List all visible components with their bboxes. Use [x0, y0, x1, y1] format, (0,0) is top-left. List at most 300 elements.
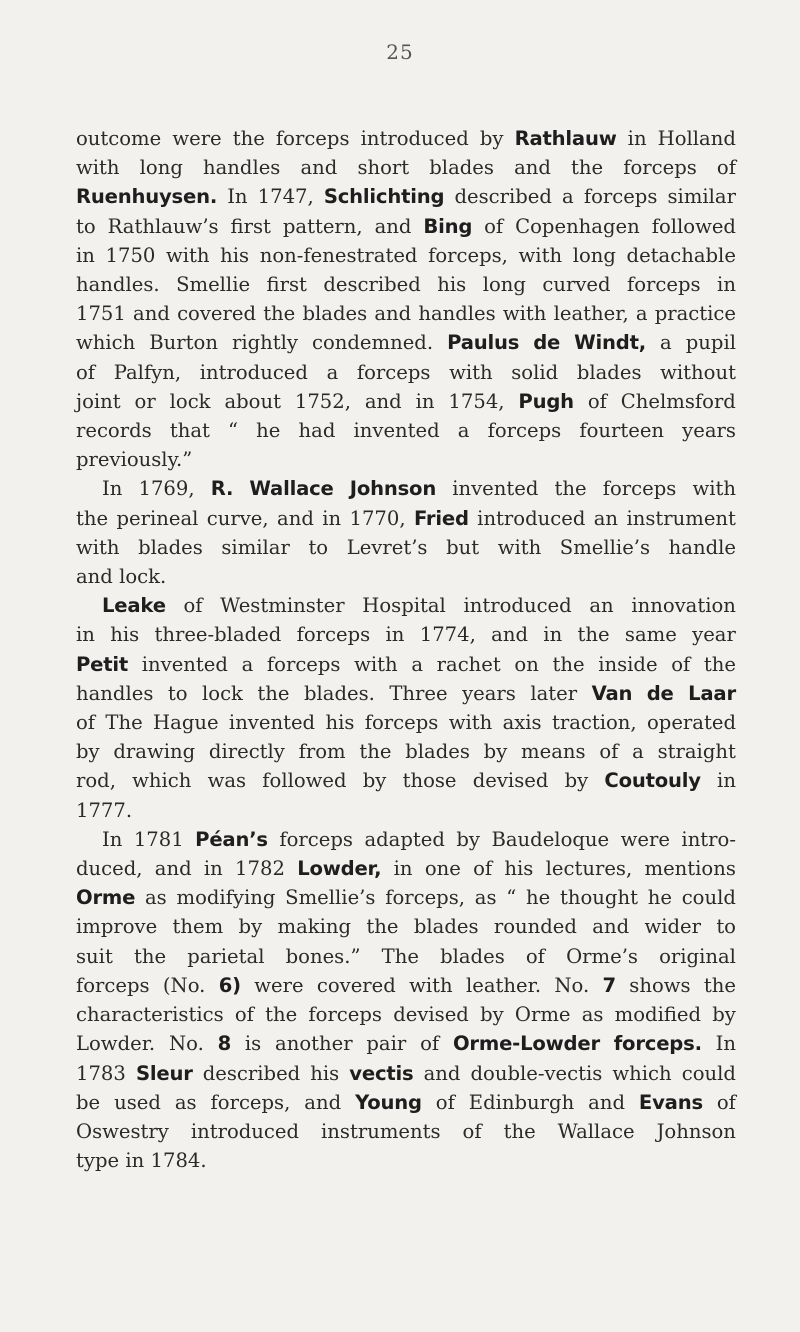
word: non-fenestrated [259, 243, 418, 267]
name-word: vectis [349, 1061, 414, 1085]
word: Rathlauw’s [107, 214, 219, 238]
word: Oswestry [76, 1119, 169, 1143]
name-word: Schlichting [323, 185, 445, 209]
word: by [480, 1003, 504, 1027]
word: wider [644, 915, 701, 939]
word: of [484, 214, 504, 238]
word: forceps [364, 711, 439, 735]
word: and [423, 1061, 461, 1085]
word: his [325, 711, 355, 735]
text-line [76, 562, 736, 591]
word: “ [506, 886, 517, 910]
name-word: Orme-Lowder [452, 1032, 600, 1056]
word: forceps [627, 273, 701, 297]
text-line [76, 708, 736, 737]
word: In [227, 185, 248, 209]
word: Smellie [176, 273, 251, 297]
name-word: R. [210, 477, 234, 501]
word: the [359, 740, 392, 764]
word: handles [202, 156, 281, 180]
name-word: Fried [413, 506, 469, 530]
word: introduced [477, 506, 586, 530]
word: and [374, 214, 412, 238]
word: the [265, 1003, 298, 1027]
word: the [232, 127, 265, 150]
name-word: Sleur [135, 1061, 193, 1085]
word: leather, [553, 302, 629, 326]
word: be [76, 1090, 101, 1114]
word: No. [168, 1032, 204, 1056]
word: 1774, [419, 623, 476, 647]
word: Smellie’s [559, 535, 651, 559]
name-word: Evans [638, 1090, 703, 1114]
page-number: 25 [386, 40, 414, 64]
word: with [76, 535, 120, 559]
word: is [244, 1032, 262, 1056]
word: same [624, 623, 677, 647]
text-line [76, 1059, 736, 1088]
word: similar [667, 185, 736, 209]
word: and [304, 1090, 342, 1114]
word: blades. [303, 681, 375, 705]
name-word: de [646, 681, 674, 705]
text-line [76, 387, 736, 416]
word: invented [141, 652, 228, 676]
word: and [76, 565, 113, 589]
word: of [525, 944, 545, 968]
name-word: Leake [102, 594, 166, 618]
word: Orme [514, 1003, 571, 1027]
name-word: Pugh [518, 389, 574, 413]
name-word: Van [591, 681, 633, 705]
word: followed [262, 769, 347, 793]
word: and [154, 857, 192, 881]
text-line [76, 182, 736, 211]
name-word: Lowder, [297, 857, 382, 881]
text-line [76, 474, 736, 503]
word: The [105, 711, 143, 735]
word: his [220, 243, 250, 267]
word: to [308, 535, 329, 559]
word: used [114, 1090, 161, 1114]
word: with [166, 243, 210, 267]
word: about [224, 389, 281, 413]
word: by [483, 740, 508, 764]
word: by [456, 827, 480, 851]
word: previously.” [76, 448, 193, 472]
word: forceps [308, 1003, 382, 1027]
text-line [76, 883, 736, 912]
word: shows [629, 973, 691, 997]
word: as [174, 1090, 197, 1114]
name-word: Paulus [447, 331, 520, 355]
word: straight [657, 740, 736, 764]
text-line [76, 796, 736, 825]
word: an [589, 594, 614, 618]
word: devised [393, 1003, 469, 1027]
word: could [681, 886, 736, 910]
text-line [76, 591, 736, 620]
word: 1750 [105, 243, 156, 267]
word: he [256, 419, 281, 443]
word: handles. [76, 273, 160, 297]
text-line [76, 825, 736, 854]
word: 1782 [235, 857, 285, 881]
word: inside [598, 652, 658, 676]
word: the [133, 944, 167, 968]
word: in [543, 623, 563, 647]
word: and [300, 156, 338, 180]
word: In [102, 827, 123, 851]
word: devised [472, 769, 549, 793]
text-line [76, 1088, 736, 1117]
word: Smellie’s [285, 886, 376, 910]
word: joint [76, 389, 121, 413]
word: of [462, 1119, 482, 1143]
text-line [76, 328, 736, 357]
word: handles [76, 681, 154, 705]
word: and [277, 506, 314, 530]
word: blades [302, 302, 368, 326]
word: with [518, 243, 563, 267]
word: with [409, 973, 453, 997]
word: with [502, 302, 547, 326]
word: the [76, 506, 109, 530]
word: introduced [199, 360, 308, 384]
word: Levret’s [346, 535, 428, 559]
word: long [482, 273, 526, 297]
word: year [692, 623, 736, 647]
word: he [526, 886, 551, 910]
word: original [659, 944, 736, 968]
word: (No. [162, 973, 206, 997]
word: with [449, 360, 493, 384]
word: covered [316, 973, 396, 997]
word: of [716, 156, 736, 180]
word: improve [76, 915, 158, 939]
word: modifying [176, 886, 276, 910]
word: In [102, 477, 123, 501]
word: short [357, 156, 410, 180]
word: with [76, 156, 120, 180]
text-line [76, 1146, 736, 1175]
word: introduced [190, 1119, 300, 1143]
word: his [110, 623, 140, 647]
word: forceps [623, 156, 697, 180]
text-line [76, 971, 736, 1000]
word: as [144, 886, 167, 910]
word: three-bladed [154, 623, 282, 647]
word: in [393, 857, 413, 881]
word: mentions [644, 857, 736, 881]
word: forceps [583, 185, 658, 209]
word: covered [177, 302, 257, 326]
word: introduced [360, 127, 469, 150]
word: the [366, 915, 399, 939]
word: parietal [187, 944, 265, 968]
word: of [183, 594, 203, 618]
word: with [692, 477, 736, 501]
word: Chelmsford [620, 389, 736, 413]
word: of [473, 857, 493, 881]
word: perineal [116, 506, 199, 530]
word: Copenhagen [515, 214, 640, 238]
text-line [76, 737, 736, 766]
word: forceps [266, 652, 341, 676]
word: adapted [364, 827, 445, 851]
word: 1783 [76, 1061, 126, 1085]
word: described [323, 273, 421, 297]
word: a [635, 302, 648, 326]
word: described [202, 1061, 301, 1085]
word: to [167, 681, 188, 705]
word: and [588, 1090, 625, 1114]
word: a [411, 652, 423, 676]
word: invented [228, 711, 316, 735]
word: introduced [463, 594, 572, 618]
word: in [385, 623, 405, 647]
word: as [581, 1003, 604, 1027]
word: or [134, 389, 156, 413]
word: Orme’s [566, 944, 638, 968]
word: first [230, 214, 271, 238]
word: and [514, 156, 551, 180]
text-line [76, 241, 736, 270]
word: Palfyn, [113, 360, 182, 384]
word: of [76, 711, 96, 735]
word: was [207, 769, 247, 793]
text-line [76, 358, 736, 387]
word: by [564, 769, 589, 793]
text-line [76, 270, 736, 299]
name-word: Windt, [574, 331, 647, 355]
word: Johnson [656, 1119, 736, 1143]
word: 1781 [133, 827, 184, 851]
word: rightly [231, 331, 298, 355]
word: Hague [153, 711, 219, 735]
word: in [717, 769, 736, 793]
name-word: de [533, 331, 561, 355]
word: blades [440, 944, 505, 968]
word: had [298, 419, 336, 443]
word: 1747, [257, 185, 314, 209]
text-line [76, 854, 736, 883]
word: an [593, 506, 619, 530]
name-word: 8 [217, 1032, 232, 1056]
word: a [562, 185, 574, 209]
word: pattern, [282, 214, 363, 238]
word: one [424, 857, 461, 881]
word: of [234, 1003, 254, 1027]
word: without [660, 360, 736, 384]
word: 1784. [150, 1149, 207, 1173]
word: directly [208, 740, 285, 764]
word: in [76, 623, 95, 647]
word: practice [654, 302, 736, 326]
word: the [552, 652, 585, 676]
word: 1751 [76, 302, 126, 326]
word: those [402, 769, 457, 793]
word: forceps, [428, 243, 508, 267]
text-line [76, 942, 736, 971]
text-line [76, 1029, 736, 1058]
word: instruments [321, 1119, 441, 1143]
name-word: Petit [76, 652, 129, 676]
word: were [172, 127, 222, 150]
word: similar [221, 535, 290, 559]
word: Edinburgh [468, 1090, 575, 1114]
word: rachet [436, 652, 501, 676]
word: his [437, 273, 467, 297]
word: operated [647, 711, 736, 735]
word: detachable [626, 243, 736, 267]
word: and [133, 302, 170, 326]
word: type [76, 1149, 120, 1173]
word: 1770, [349, 506, 406, 530]
word: 1752, [294, 389, 351, 413]
word: forceps [296, 623, 371, 647]
word: pair [366, 1032, 407, 1056]
word: bones.” [285, 944, 361, 968]
word: were [254, 973, 304, 997]
word: curved [542, 273, 611, 297]
word: them [172, 915, 224, 939]
body-text [76, 124, 736, 1175]
word: rod, [76, 769, 116, 793]
word: of [599, 740, 619, 764]
word: the [571, 156, 604, 180]
word: in [203, 857, 223, 881]
text-line [76, 212, 736, 241]
word: were [620, 827, 670, 851]
word: his [504, 857, 534, 881]
word: long [572, 243, 616, 267]
word: suit [76, 944, 113, 968]
name-word: Laar [688, 681, 736, 705]
word: his [310, 1061, 340, 1085]
word: Baudeloque [491, 827, 610, 851]
word: the [703, 652, 736, 676]
word: he [647, 886, 672, 910]
word: duced, [76, 857, 143, 881]
word: rounded [493, 915, 577, 939]
word: drawing [113, 740, 196, 764]
word: blades [429, 156, 494, 180]
word: axis [502, 711, 542, 735]
word: of [716, 1090, 736, 1114]
word: with [354, 652, 398, 676]
word: Three [389, 681, 448, 705]
word: in [125, 1149, 145, 1173]
word: with [497, 535, 542, 559]
word: followed [651, 214, 736, 238]
text-line [76, 912, 736, 941]
text-line [76, 679, 736, 708]
word: years [682, 419, 736, 443]
text-line [76, 1000, 736, 1029]
word: In [715, 1032, 736, 1056]
word: lectures, [545, 857, 633, 881]
word: forceps, [210, 1090, 291, 1114]
word: forceps [356, 360, 431, 384]
word: forceps [76, 973, 150, 997]
word: Westminster [220, 594, 345, 618]
word: condemned. [311, 331, 434, 355]
word: traction, [551, 711, 637, 735]
word: by [362, 769, 387, 793]
word: blades [405, 740, 470, 764]
word: innovation [631, 594, 736, 618]
word: the [257, 681, 290, 705]
word: thought [560, 886, 638, 910]
word: described [454, 185, 552, 209]
word: forceps [487, 419, 562, 443]
word: modified [614, 1003, 702, 1027]
word: the [503, 1119, 536, 1143]
text-line [76, 445, 736, 474]
word: by [479, 127, 504, 150]
name-word: Péan’s [195, 827, 268, 851]
word: with [448, 711, 493, 735]
word: and [374, 302, 412, 326]
word: No. [554, 973, 590, 997]
word: of [587, 389, 607, 413]
word: and [491, 623, 528, 647]
word: which [132, 769, 192, 793]
word: instrument [626, 506, 736, 530]
word: lock [169, 389, 211, 413]
word: forceps [275, 127, 350, 150]
word: which [612, 1061, 672, 1085]
text-line [76, 620, 736, 649]
word: of [420, 1032, 440, 1056]
word: that [169, 419, 210, 443]
word: The [381, 944, 419, 968]
name-word: Orme [76, 886, 136, 910]
word: by [238, 915, 263, 939]
word: a [457, 419, 470, 443]
word: blades [576, 360, 642, 384]
word: which [76, 331, 136, 355]
word: years [462, 681, 516, 705]
name-word: Young [355, 1090, 422, 1114]
text-line [76, 533, 736, 562]
word: and [364, 389, 402, 413]
word: handles [418, 302, 496, 326]
text-line [76, 124, 736, 153]
word: a [660, 331, 672, 355]
word: lock [202, 681, 243, 705]
word: Burton [149, 331, 218, 355]
word: “ [228, 419, 239, 443]
word: 1754, [448, 389, 505, 413]
name-word: forceps. [613, 1032, 702, 1056]
word: a [632, 740, 644, 764]
word: of [435, 1090, 455, 1114]
word: blades [413, 915, 479, 939]
word: intro- [681, 827, 736, 851]
word: 1769, [138, 477, 195, 501]
word: characteristics [76, 1003, 224, 1027]
word: forceps [279, 827, 353, 851]
word: outcome [76, 127, 162, 150]
word: the [577, 623, 610, 647]
word: as [474, 886, 497, 910]
word: making [277, 915, 352, 939]
word: Lowder. [76, 1032, 156, 1056]
word: to [76, 214, 96, 238]
name-word: 6) [218, 973, 241, 997]
